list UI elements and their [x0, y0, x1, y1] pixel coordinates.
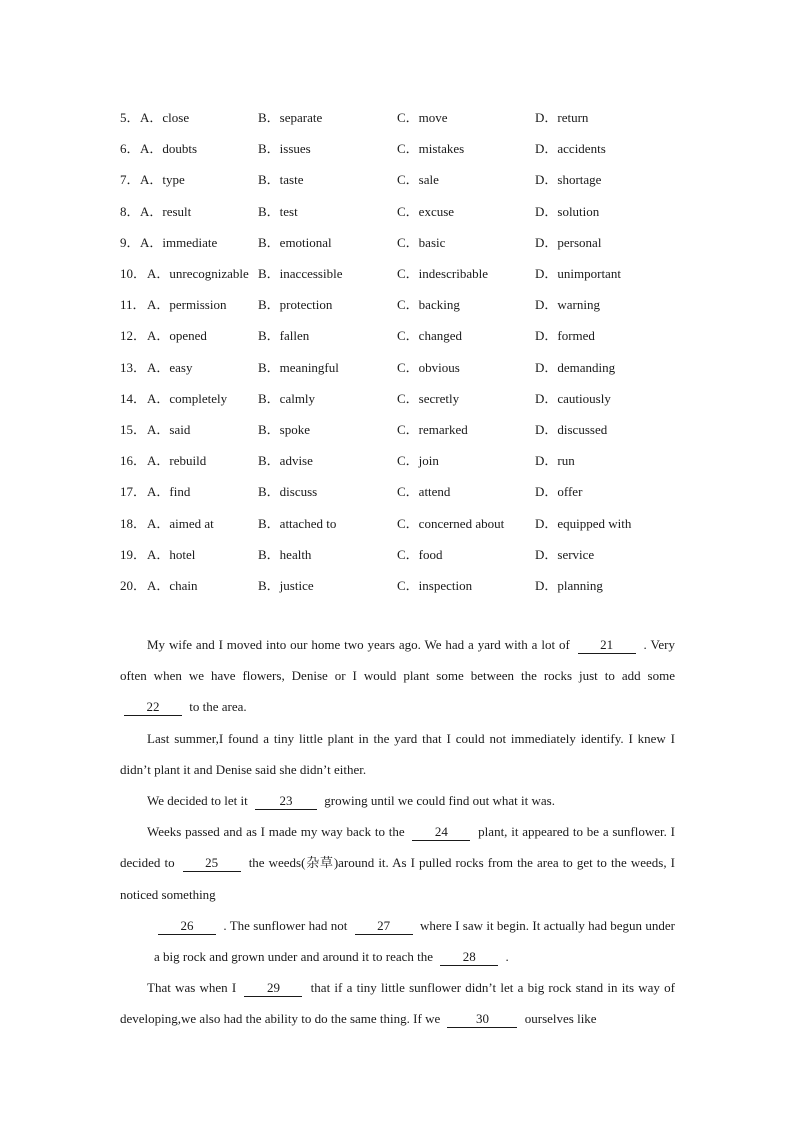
question-number: 12． [120, 328, 147, 344]
option-c[interactable]: C．food [397, 546, 443, 562]
option-a[interactable]: A．immediate [140, 234, 218, 250]
option-a[interactable]: A．result [140, 203, 192, 219]
option-c[interactable]: C．join [397, 453, 439, 469]
option-d[interactable]: D．return [535, 110, 589, 126]
question-number: 11． [120, 297, 146, 313]
question-row [120, 475, 680, 506]
option-d[interactable]: D．solution [535, 203, 600, 219]
option-a[interactable]: A．easy [147, 359, 193, 375]
question-row [120, 351, 680, 382]
blank-23[interactable]: 23 [255, 793, 317, 810]
option-d[interactable]: D．shortage [535, 172, 602, 188]
question-row [120, 257, 680, 288]
option-b[interactable]: B．inaccessible [258, 266, 343, 282]
option-d[interactable]: D．demanding [535, 359, 616, 375]
option-c[interactable]: C．remarked [397, 421, 468, 437]
paragraph-2: Last summer,I found a tiny little plant in the yard that I could not immediately identify. I knew I didn’t plant it and Denise said she didn’t either. [120, 730, 675, 777]
question-row [120, 506, 680, 537]
option-a[interactable]: A．permission [147, 297, 227, 313]
paragraph-4: Weeks passed and as I made my way back to the 24 plant, it appeared to be a sunflower. I decided to 25 the weeds(杂草)around it. As I pulled rocks from the area to get to the weeds, I noticed something [120, 824, 675, 902]
option-b[interactable]: B．meaningful [258, 359, 339, 375]
option-c[interactable]: C．obvious [397, 359, 460, 375]
option-b[interactable]: B．taste [258, 172, 304, 188]
blank-27[interactable]: 27 [355, 918, 413, 935]
question-number: 6． [120, 141, 140, 157]
option-c[interactable]: C．sale [397, 172, 439, 188]
blank-29[interactable]: 29 [244, 980, 302, 997]
option-b[interactable]: B．separate [258, 110, 323, 126]
option-b[interactable]: B．protection [258, 297, 333, 313]
option-d[interactable]: D．run [535, 453, 575, 469]
option-b[interactable]: B．attached to [258, 515, 337, 531]
paragraph-4-cont: 26 . The sunflower had not 27 where I saw it begin. It actually had begun under a big rock and grown under and around it to reach the 28 . [154, 917, 675, 965]
question-number: 7． [120, 172, 140, 188]
question-number: 19． [120, 546, 147, 562]
blank-21[interactable]: 21 [578, 637, 636, 654]
question-row [120, 382, 680, 413]
cloze-passage [120, 629, 675, 1035]
option-c[interactable]: C．move [397, 110, 448, 126]
question-number: 15． [120, 421, 147, 437]
option-a[interactable]: A．unrecognizable [147, 266, 249, 282]
option-d[interactable]: D．warning [535, 297, 600, 313]
question-number: 10． [120, 266, 147, 282]
blank-25[interactable]: 25 [183, 855, 241, 872]
option-b[interactable]: B．discuss [258, 484, 318, 500]
option-a[interactable]: A．type [140, 172, 185, 188]
paragraph-5: That was when I 29 that if a tiny little sunflower didn’t let a big rock stand in its way of developing,we also had the ability to do the same thing. If we 30 ourselves like [120, 980, 675, 1027]
option-b[interactable]: B．health [258, 546, 312, 562]
option-a[interactable]: A．rebuild [147, 453, 207, 469]
option-c[interactable]: C．secretly [397, 390, 460, 406]
option-c[interactable]: C．mistakes [397, 141, 465, 157]
option-b[interactable]: B．fallen [258, 328, 310, 344]
option-d[interactable]: D．formed [535, 328, 595, 344]
option-d[interactable]: D．unimportant [535, 266, 621, 282]
question-row [120, 132, 680, 163]
question-number: 17． [120, 484, 147, 500]
answer-options-list [120, 101, 680, 600]
paragraph-3: We decided to let it 23 growing until we could find out what it was. [147, 793, 555, 809]
question-number: 9． [120, 234, 140, 250]
option-d[interactable]: D．personal [535, 234, 602, 250]
option-c[interactable]: C．indescribable [397, 266, 488, 282]
option-d[interactable]: D．discussed [535, 421, 608, 437]
option-c[interactable]: C．concerned about [397, 515, 505, 531]
option-b[interactable]: B．justice [258, 577, 314, 593]
blank-30[interactable]: 30 [447, 1011, 517, 1028]
question-number: 8． [120, 203, 140, 219]
question-row [120, 413, 680, 444]
option-d[interactable]: D．planning [535, 577, 603, 593]
question-row [120, 163, 680, 194]
question-row [120, 538, 680, 569]
option-d[interactable]: D．equipped with [535, 515, 632, 531]
option-c[interactable]: C．backing [397, 297, 460, 313]
option-b[interactable]: B．advise [258, 453, 313, 469]
option-a[interactable]: A．find [147, 484, 191, 500]
blank-26[interactable]: 26 [158, 918, 216, 935]
option-d[interactable]: D．service [535, 546, 595, 562]
paragraph-1: My wife and I moved into our home two years ago. We had a yard with a lot of 21 . Very often when we have flowers, Denise or I would plant some between the rocks just to add some 22 to the area. [120, 637, 675, 715]
option-d[interactable]: D．offer [535, 484, 583, 500]
option-a[interactable]: A．opened [147, 328, 207, 344]
option-a[interactable]: A．aimed at [147, 515, 214, 531]
option-c[interactable]: C．attend [397, 484, 451, 500]
option-d[interactable]: D．cautiously [535, 390, 611, 406]
option-b[interactable]: B．spoke [258, 421, 311, 437]
question-row [120, 319, 680, 350]
question-number: 5． [120, 110, 140, 126]
question-number: 20． [120, 577, 147, 593]
question-row [120, 101, 680, 132]
option-b[interactable]: B．test [258, 203, 298, 219]
blank-22[interactable]: 22 [124, 699, 182, 716]
option-c[interactable]: C．inspection [397, 577, 473, 593]
option-c[interactable]: C．excuse [397, 203, 455, 219]
question-number: 14． [120, 390, 147, 406]
question-row [120, 444, 680, 475]
blank-28[interactable]: 28 [440, 949, 498, 966]
option-a[interactable]: A．hotel [147, 546, 196, 562]
question-row [120, 569, 680, 600]
option-a[interactable]: A．completely [147, 390, 228, 406]
option-c[interactable]: C．basic [397, 234, 446, 250]
question-number: 16． [120, 453, 147, 469]
option-c[interactable]: C．changed [397, 328, 462, 344]
option-a[interactable]: A．close [140, 110, 190, 126]
option-b[interactable]: B．emotional [258, 234, 332, 250]
question-number: 13． [120, 359, 147, 375]
option-a[interactable]: A．said [147, 421, 191, 437]
option-b[interactable]: B．calmly [258, 390, 316, 406]
blank-24[interactable]: 24 [412, 824, 470, 841]
option-a[interactable]: A．chain [147, 577, 198, 593]
question-row [120, 226, 680, 257]
question-row [120, 195, 680, 226]
question-number: 18． [120, 515, 147, 531]
option-b[interactable]: B．issues [258, 141, 311, 157]
option-d[interactable]: D．accidents [535, 141, 606, 157]
option-a[interactable]: A．doubts [140, 141, 198, 157]
question-row [120, 288, 680, 319]
